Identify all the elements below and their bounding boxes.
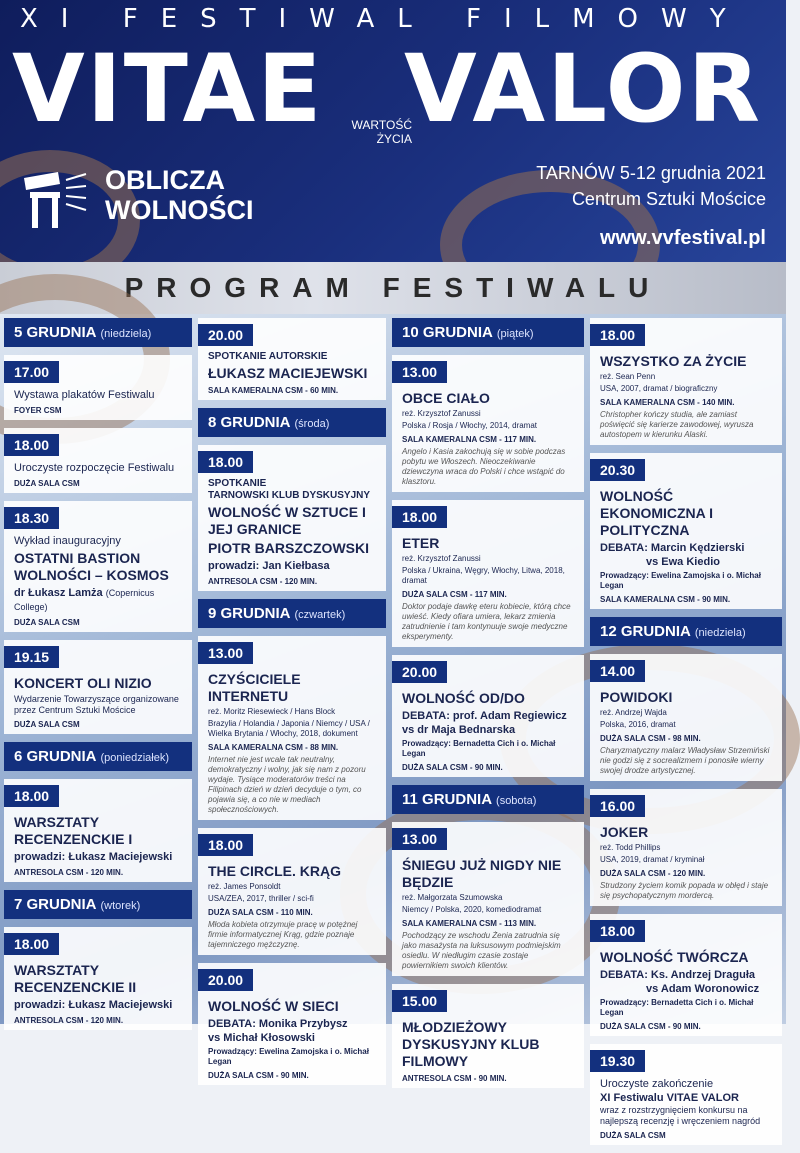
event-time: 20.00 [198,969,253,991]
event-time: 18.00 [590,920,645,942]
festival-header [0,0,786,262]
event-time: 13.00 [198,642,253,664]
event-item: 19.30 Uroczyste zakończenie XI Festiwalu VITAE VALOR wraz z rozstrzygnięciem konkursu na najlepszą recenzję i wręczeniem nagród DUŻA SALA CSM [590,1044,782,1145]
event-item: 18.00 WSZYSTKO ZA ŻYCIE reż. Sean Penn USA, 2007, dramat / biograficzny SALA KAMERALNA CSM - 140 MIN. Christopher kończy studia, ale zamiast poświęcić się karierze zawodowej, wyrusza autostopem w kierunku Alaski. [590,318,782,445]
program-column-1 [4,318,192,1038]
day-header: 7 GRUDNIA (wtorek) [4,890,192,919]
event-item: 20.00 WOLNOŚĆ OD/DO DEBATA: prof. Adam Regiewicz vs dr Maja Bednarska Prowadzący: Bernadetta Cich i o. Michał Legan DUŻA SALA CSM - 90 MIN. [392,655,584,777]
event-time: 13.00 [392,361,447,383]
event-title: THE CIRCLE. KRĄG [208,863,341,879]
day-header: 12 GRUDNIA (niedziela) [590,617,782,646]
event-title: OSTATNI BASTION WOLNOŚCI – KOSMOS [14,550,169,583]
event-title: ŚNIEGU JUŻ NIGDY NIE BĘDZIE [402,857,562,890]
event-time: 18.00 [590,324,645,346]
day-header: 10 GRUDNIA (piątek) [392,318,584,347]
event-item: 20.30 WOLNOŚĆ EKONOMICZNA I POLITYCZNA DEBATA: Marcin Kędzierski vs Ewa Kiedio Prowadzący: Ewelina Zamojska i o. Michał Legan SALA KAMERALNA CSM - 90 MIN. [590,453,782,609]
event-item: 18.00 ETER reż. Krzysztof Zanussi Polska / Ukraina, Węgry, Włochy, Litwa, 2018, dramat DUŻA SALA CSM - 117 MIN. Doktor podaje dawkę eteru kobiecie, którą chce uwieść. Kiedy ofiara umiera, lekarz zmienia zatrudnienie i tam kontynuuje swoje medyczne eksperymenty. [392,500,584,647]
event-title: ETER [402,535,440,551]
event-title: WARSZTATY RECENZENCKIE I [14,814,133,847]
event-time: 18.00 [392,506,447,528]
event-time: 18.00 [198,834,253,856]
event-item: 18.00 THE CIRCLE. KRĄG reż. James Ponsoldt USA/ZEA, 2017, thriller / sci-fi DUŻA SALA CSM - 110 MIN. Młoda kobieta otrzymuje pracę w potężnej firmie informatycznej Krąg, gdzie poznaje tajemniczego mężczyznę. [198,828,386,955]
event-item: 13.00 OBCE CIAŁO reż. Krzysztof Zanussi Polska / Rosja / Włochy, 2014, dramat SALA KAMERALNA CSM - 117 MIN. Angelo i Kasia zakochują się w sobie podczas pobytu we Włoszech. Nieoczekiwanie dziewczyna wraca do Polski i chce wstąpić do klasztoru. [392,355,584,492]
event-time: 13.00 [392,828,447,850]
event-time: 20.30 [590,459,645,481]
event-title: WOLNOŚĆ OD/DO [402,690,525,706]
event-title: ŁUKASZ MACIEJEWSKI [208,365,368,381]
event-item: 13.00 CZYŚCICIELE INTERNETU reż. Moritz Riesewieck / Hans Block Brazylia / Holandia / Japonia / Niemcy / USA / Wielka Brytania / Włochy, 2018, dokument SALA KAMERALNA CSM - 88 MIN. Internet nie jest wcale tak neutralny, demokratyczny i wolny, jak się nam z pozoru wydaje. Tysiące moderatorów treści na Filipinach dzień w dzień decyduje o tym, co pojawia się, a co nie w mediach społecznościowych. [198,636,386,820]
event-item: 18.30 Wykład inauguracyjny OSTATNI BASTION WOLNOŚCI – KOSMOS dr Łukasz Lamża (Copernicus College) DUŻA SALA CSM [4,501,192,632]
event-time: 18.30 [4,507,59,529]
event-title: WOLNOŚĆ W SIECI [208,998,339,1014]
event-time: 19.30 [590,1050,645,1072]
event-title: MŁODZIEŻOWY DYSKUSYJNY KLUB FILMOWY [402,1019,540,1069]
event-title: CZYŚCICIELE INTERNETU [208,671,301,704]
cinema-logo-icon [20,170,90,232]
program-column-2 [198,318,386,1093]
program-title: PROGRAM FESTIWALU [124,272,662,303]
event-time: 15.00 [392,990,447,1012]
event-item: 18.00 WARSZTATY RECENZENCKIE II prowadzi: Łukasz Maciejewski ANTRESOLA CSM - 120 MIN. [4,927,192,1030]
event-item: 13.00 ŚNIEGU JUŻ NIGDY NIE BĘDZIE reż. Małgorzata Szumowska Niemcy / Polska, 2020, komediodramat SALA KAMERALNA CSM - 113 MIN. Pochodzący ze wschodu Żenia zatrudnia się jako masażysta na luksusowym podmiejskim osiedlu. W niedługim czasie zostaje powiernikiem swoich klientów. [392,822,584,976]
event-time: 20.00 [198,324,253,346]
event-time: 18.00 [4,933,59,955]
event-item: 18.00 WARSZTATY RECENZENCKIE I prowadzi: Łukasz Maciejewski ANTRESOLA CSM - 120 MIN. [4,779,192,882]
title-subtitle: WARTOŚĆ ŻYCIA [351,118,412,146]
event-title: WSZYSTKO ZA ŻYCIE [600,353,747,369]
event-item: 18.00 Uroczyste rozpoczęcie Festiwalu DUŻA SALA CSM [4,428,192,493]
event-title: WOLNOŚĆ EKONOMICZNA I POLITYCZNA [600,488,714,538]
event-item: 19.15 KONCERT OLI NIZIO Wydarzenie Towarzyszące organizowane przez Centrum Sztuki Mościce DUŻA SALA CSM [4,640,192,734]
event-title: KONCERT OLI NIZIO [14,675,152,691]
event-item: 14.00 POWIDOKI reż. Andrzej Wajda Polska, 2016, dramat DUŻA SALA CSM - 98 MIN. Charyzmatyczny malarz Władysław Strzemiński nie godzi się z socrealizmem i ponosiłe wierny swojej drodze artystycznej. [590,654,782,781]
day-header: 5 GRUDNIA (niedziela) [4,318,192,347]
event-item: 18.00 SPOTKANIE TARNOWSKI KLUB DYSKUSYJNY WOLNOŚĆ W SZTUCE I JEJ GRANICE PIOTR BARSZCZOWSKI prowadzi: Jan Kiełbasa ANTRESOLA CSM - 120 MIN. [198,445,386,591]
event-item: 20.00 SPOTKANIE AUTORSKIE ŁUKASZ MACIEJEWSKI SALA KAMERALNA CSM - 60 MIN. [198,318,386,400]
venue-dates: TARNÓW 5-12 grudnia 2021 Centrum Sztuki Mościce [536,163,766,209]
event-time: 19.15 [4,646,59,668]
event-time: 18.00 [4,785,59,807]
logo-text: OBLICZA WOLNOŚCI [105,165,254,225]
event-time: 18.00 [198,451,253,473]
event-time: 18.00 [4,434,59,456]
website-link[interactable]: www.vvfestival.pl [600,227,766,249]
event-title: OBCE CIAŁO [402,390,490,406]
program-column-4 [590,318,782,1153]
event-time: 16.00 [590,795,645,817]
program-column-3 [392,318,584,1096]
event-title: WOLNOŚĆ TWÓRCZA [600,949,749,965]
event-item: 20.00 WOLNOŚĆ W SIECI DEBATA: Monika Przybysz vs Michał Kłosowski Prowadzący: Ewelina Zamojska i o. Michał Legan DUŻA SALA CSM - 90 MIN. [198,963,386,1085]
day-header: 8 GRUDNIA (środa) [198,408,386,437]
event-item: 17.00 Wystawa plakatów Festiwalu FOYER CSM [4,355,192,420]
event-title: WOLNOŚĆ W SZTUCE I JEJ GRANICE [208,504,366,537]
event-title: JOKER [600,824,649,840]
day-header: 9 GRUDNIA (czwartek) [198,599,386,628]
day-header: 11 GRUDNIA (sobota) [392,785,584,814]
event-item: 16.00 JOKER reż. Todd Phillips USA, 2019, dramat / kryminał DUŻA SALA CSM - 120 MIN. Strudzony życiem komik popada w obłęd i staje się psychopatycznym mordercą. [590,789,782,906]
festival-edition: XI FESTIWAL FILMOWY [20,4,749,34]
event-time: 20.00 [392,661,447,683]
event-title: POWIDOKI [600,689,673,705]
event-title: WARSZTATY RECENZENCKIE II [14,962,137,995]
event-item: 18.00 WOLNOŚĆ TWÓRCZA DEBATA: Ks. Andrzej Draguła vs Adam Woronowicz Prowadzący: Bernadetta Cich i o. Michał Legan DUŻA SALA CSM - 90 MIN. [590,914,782,1036]
title-valor: VALOR [404,35,762,144]
day-header: 6 GRUDNIA (poniedziałek) [4,742,192,771]
event-item: 15.00 MŁODZIEŻOWY DYSKUSYJNY KLUB FILMOWY ANTRESOLA CSM - 90 MIN. [392,984,584,1088]
event-time: 17.00 [4,361,59,383]
event-time: 14.00 [590,660,645,682]
title-vitae: VITAE [12,35,324,144]
